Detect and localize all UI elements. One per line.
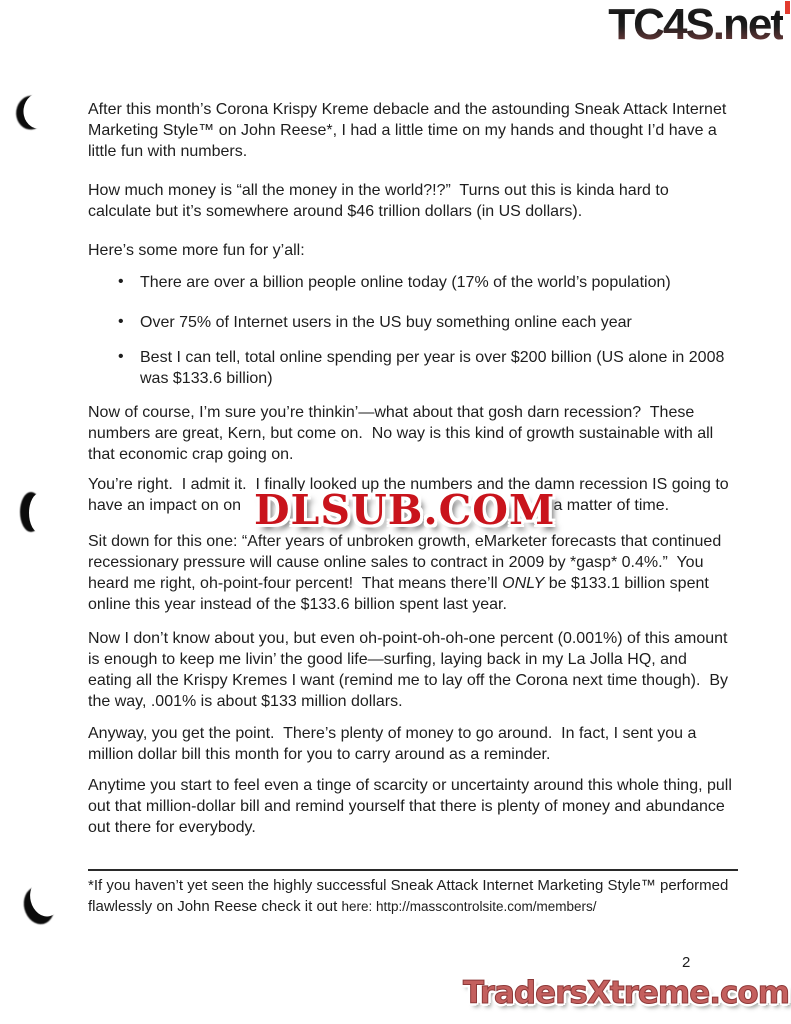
bullet-item: • Over 75% of Internet users in the US buy something online each year xyxy=(118,313,632,331)
crescent-carve xyxy=(29,493,51,533)
bullet-dot: • xyxy=(118,273,124,290)
binding-crescent-mark-top xyxy=(14,94,55,135)
footnote-divider xyxy=(88,869,738,871)
footnote-section xyxy=(88,869,740,917)
paragraph: You’re right. I admit it. I finally looked up the numbers and the damn recession IS going to have an impact on on y a matter of time. xyxy=(88,476,734,514)
paragraph: Anytime you start to feel even a tinge of scarcity or uncertainty around this whole thing, pull out that million-dollar bill and remind yourself that there is plenty of money and abundance out there for everybody. xyxy=(88,777,737,836)
bullet-dot: • xyxy=(118,313,124,330)
red-corner-scan-mark xyxy=(785,1,790,14)
bullet-item: • Best I can tell, total online spending per year is over $200 billion (US alone in 2008 was $133.6 billion) xyxy=(118,348,729,387)
paragraph: Now of course, I’m sure you’re thinkin’—what about that gosh darn recession? These numbers are great, Kern, but come on. No way is this kind of growth sustainable with all that economic crap going on. xyxy=(88,404,718,463)
paragraph: Here’s some more fun for y’all: xyxy=(88,242,305,259)
paragraph: Now I don’t know about you, but even oh-point-oh-oh-one percent (0.001%) of this amount is enough to keep me livin’ the good life—surfing, laying back in my La Jolla HQ, and eating all the Krispy Kremes I want (remind me to lay off the Corona next time though). By the way, .001% is about $133 million dollars. xyxy=(88,630,733,710)
bullet-item: • There are over a billion people online today (17% of the world’s population) xyxy=(118,273,671,291)
tradersxtreme-logo: TradersXtreme.com xyxy=(462,975,789,1011)
bullet-dot: • xyxy=(118,348,124,365)
paragraph: After this month’s Corona Krispy Kreme debacle and the astounding Sneak Attack Internet Marketing Style™ on John Reese*, I had a little time on my hands and thought I’d have a little fun with numbers. xyxy=(88,101,731,160)
footnote-text xyxy=(88,875,740,917)
footnote-url-text: here: http://masscontrolsite.com/members/ xyxy=(341,899,597,914)
tc4s-logo: TC4S.net xyxy=(608,0,783,49)
text-segment: Sit down for this one: “After years of unbroken growth, eMarketer forecasts that continued recessionary pressure will cause online sales to contract in 2009 by *gasp* 0.4%.” You heard me right, oh-point-four percent! That means there’ll xyxy=(88,533,726,592)
dlsub-watermark: DLSUB.COM xyxy=(254,486,556,534)
emphasized-text: ONLY xyxy=(502,575,545,592)
footnote-main-text: *If you haven’t yet seen the highly successful Sneak Attack Internet Marketing Style™ performed flawlessly on John Reese check it out xyxy=(88,877,733,915)
text-segment: be $133.1 billion spent online this year instead of the $133.6 billion spent last year. xyxy=(88,575,714,613)
page-number: 2 xyxy=(682,954,691,971)
binding-crescent-mark-bottom xyxy=(19,881,62,930)
paragraph: How much money is “all the money in the world?!?” Turns out this is kinda hard to calculate but it’s somewhere around $46 trillion dollars (in US dollars). xyxy=(88,182,674,220)
binding-crescent-mark-middle xyxy=(20,492,46,532)
paragraph: Anyway, you get the point. There’s plenty of money to go around. In fact, I sent you a million dollar bill this month for you to carry around as a reminder. xyxy=(88,725,701,763)
paragraph xyxy=(88,531,732,615)
